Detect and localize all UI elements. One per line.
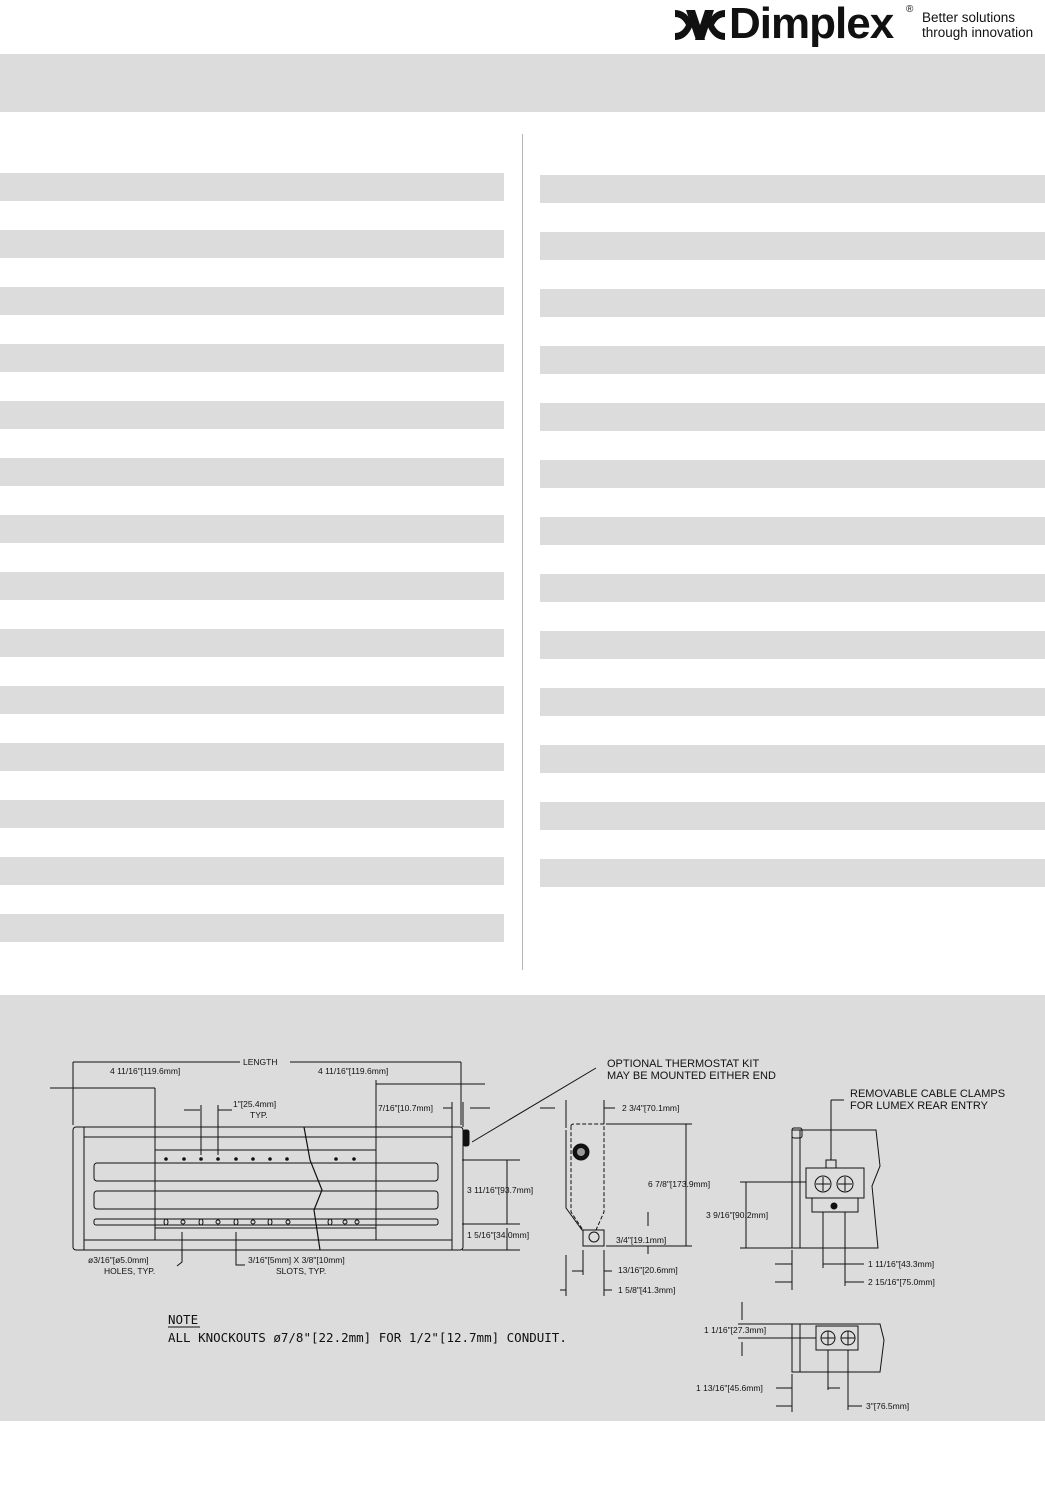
note-title: NOTE (168, 1312, 199, 1327)
dim-side-top: 2 3/4"[70.1mm] (622, 1103, 680, 1113)
tagline-line-1: Better solutions (922, 10, 1016, 25)
dim-offset-left: 4 11/16"[119.6mm] (110, 1066, 181, 1076)
dim-rear-b1: 1 11/16"[43.3mm] (868, 1259, 935, 1269)
heater-front-outline (73, 1127, 463, 1250)
registered-mark: ® (906, 4, 914, 15)
dim-holes-typ: HOLES, TYP. (104, 1266, 156, 1276)
dim-height-low: 1 5/16"[34.0mm] (467, 1230, 530, 1240)
dim-height-mid: 3 11/16"[93.7mm] (467, 1185, 534, 1195)
dim-side-knockout: 3/4"[19.1mm] (616, 1235, 667, 1245)
tagline-line-2: through innovation (922, 25, 1034, 40)
dim-rear-b2: 2 15/16"[75.0mm] (868, 1277, 935, 1287)
callout-thermostat-line-2: MAY BE MOUNTED EITHER END (607, 1070, 776, 1082)
dim-spacing-typ: TYP. (250, 1110, 268, 1120)
callout-clamps-line-2: FOR LUMEX REAR ENTRY (850, 1100, 988, 1112)
dim-bottom-height: 1 1/16"[27.3mm] (704, 1325, 767, 1335)
dim-side-b2: 1 5/8"[41.3mm] (618, 1285, 676, 1295)
callout-thermostat-line-1: OPTIONAL THERMOSTAT KIT (607, 1058, 760, 1070)
dim-end-gap: 7/16"[10.7mm] (378, 1103, 433, 1113)
dim-side-b1: 13/16"[20.6mm] (618, 1265, 678, 1275)
dim-length: LENGTH (243, 1057, 278, 1067)
note-text: ALL KNOCKOUTS ø7/8"[22.2mm] FOR 1/2"[12.7mm] CONDUIT. (168, 1330, 567, 1345)
dim-slots-typ: SLOTS, TYP. (276, 1266, 327, 1276)
dim-holes: ø3/16"[ø5.0mm] (88, 1255, 149, 1265)
dim-offset-right: 4 11/16"[119.6mm] (318, 1066, 389, 1076)
dim-rear-height: 3 9/16"[90.2mm] (706, 1210, 769, 1220)
dim-bottom-b2: 3"[76.5mm] (866, 1401, 910, 1411)
dim-bottom-b1: 1 13/16"[45.6mm] (696, 1383, 763, 1393)
dim-spacing: 1"[25.4mm] (233, 1099, 277, 1109)
dim-slots: 3/16"[5mm] X 3/8"[10mm] (248, 1255, 345, 1265)
brand-name: Dimplex (729, 0, 894, 48)
callout-clamps-line-1: REMOVABLE CABLE CLAMPS (850, 1088, 1006, 1100)
dim-side-height: 6 7/8"[173.9mm] (648, 1179, 711, 1189)
